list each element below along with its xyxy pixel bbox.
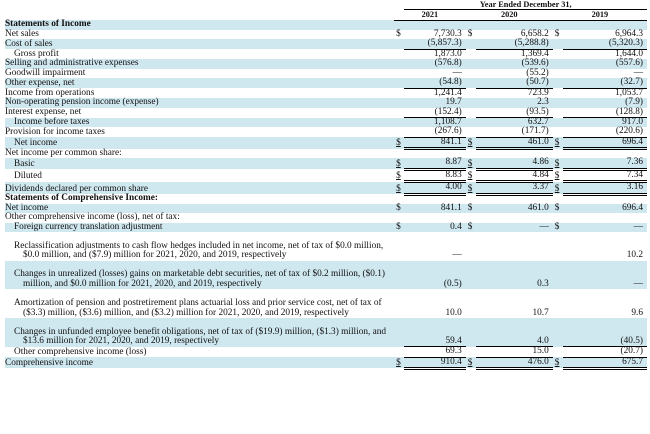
table-row — [5, 289, 647, 318]
value-2021: 59.4 — [404, 318, 465, 347]
value-2021: (0.5) — [404, 261, 465, 290]
currency-symbol — [553, 289, 563, 318]
year-2019-heading: 2019 — [553, 10, 647, 20]
currency-symbol: $ — [467, 171, 473, 182]
currency-symbol — [394, 347, 404, 357]
value-2021: — — [452, 67, 462, 78]
currency-symbol: $ — [466, 158, 476, 169]
row-label-text: Amortization of pension and postretirement plans actuarial loss and prior service cost, net of tax of ($3.3) million, ($3.6) million, and ($3.2) million for 2021, 2020, and 2019, respectively — [14, 298, 382, 318]
value-2020: 632.7 — [476, 118, 553, 128]
table-row — [5, 59, 647, 69]
value-2019: (5,320.3) — [563, 39, 647, 49]
value-2019: 1,053.7 — [615, 87, 643, 98]
currency-symbol: $ — [553, 182, 563, 194]
value-2021: 841.1 — [404, 137, 465, 148]
table-row — [5, 149, 647, 159]
currency-symbol — [553, 347, 563, 357]
value-2019: 696.4 — [563, 137, 647, 148]
currency-symbol — [394, 59, 404, 69]
row-label-text: Goodwill impairment — [5, 67, 86, 78]
table-row — [5, 347, 647, 357]
value-2021: (5,857.3) — [404, 39, 465, 49]
currency-symbol: $ — [553, 204, 563, 214]
table-row — [5, 127, 647, 137]
value-2020: 10.7 — [532, 307, 549, 318]
row-label — [5, 39, 394, 49]
currency-symbol: $ — [553, 357, 563, 368]
currency-symbol: $ — [466, 223, 476, 233]
value-2021: — — [452, 250, 462, 261]
table-row — [5, 30, 647, 40]
row-label-text: Net income — [14, 138, 58, 149]
row-label-text: Dividends declared per common share — [5, 183, 149, 194]
currency-symbol — [553, 232, 563, 261]
currency-symbol — [553, 108, 563, 118]
value-2021: 1,108.7 — [404, 118, 465, 128]
table-row — [5, 194, 647, 204]
currency-symbol — [553, 78, 563, 88]
table-row — [5, 69, 647, 79]
currency-symbol — [553, 39, 563, 49]
row-label-text: Basic — [14, 158, 35, 169]
currency-symbol: $ — [554, 171, 560, 182]
row-label-text: Changes in unfunded employee benefit obligations, net of tax of ($19.9) million, ($1.3) million, and $13.6 million for 2021, 2020, and 2019, respectively — [14, 326, 387, 347]
table-row — [5, 39, 647, 49]
currency-symbol: $ — [466, 204, 476, 214]
currency-symbol — [394, 98, 404, 108]
value-2021: (576.8) — [404, 59, 465, 69]
value-2020: (50.7) — [476, 78, 553, 88]
row-label — [5, 20, 394, 30]
value-2019: 6,964.3 — [615, 29, 643, 39]
value-2020 — [476, 232, 553, 261]
row-label — [5, 158, 394, 169]
currency-symbol — [394, 108, 404, 118]
row-label-text: Cost of sales — [5, 38, 53, 49]
currency-symbol — [553, 59, 563, 69]
table-row — [5, 261, 647, 290]
currency-symbol — [394, 69, 404, 79]
value-2020: 15.0 — [476, 347, 553, 357]
value-2020: 3.37 — [476, 182, 553, 194]
row-label-text: Selling and administrative expenses — [5, 58, 139, 69]
row-label-text: Foreign currency translation adjustment — [14, 221, 163, 232]
currency-symbol — [466, 78, 476, 88]
value-2020: 1,369.4 — [520, 48, 549, 59]
currency-symbol — [394, 289, 404, 318]
currency-symbol — [394, 261, 404, 290]
row-label-text: Reclassification adjustments to cash flow hedges included in net income, net of tax of $0.0 million, $0.0 million, and ($7.9) million for 2021, 2020, and 2019, respectively — [14, 240, 384, 261]
currency-symbol — [394, 232, 404, 261]
currency-symbol — [394, 318, 404, 347]
currency-symbol — [466, 59, 476, 69]
row-label-text: Provision for income taxes — [5, 126, 105, 137]
currency-symbol — [394, 118, 404, 128]
year-2021-heading: 2021 — [394, 10, 466, 20]
value-2021: 8.87 — [404, 158, 465, 169]
value-2019: — — [633, 67, 643, 78]
value-2021: 69.3 — [404, 347, 465, 357]
value-2021: 1,241.4 — [433, 87, 462, 98]
row-label — [5, 194, 394, 204]
value-2021: 7,730.3 — [433, 29, 462, 39]
table-row — [5, 98, 647, 108]
row-label — [5, 149, 394, 159]
currency-symbol — [466, 347, 476, 357]
currency-symbol — [466, 39, 476, 49]
header-period-row — [5, 0, 647, 10]
row-label-text: Other comprehensive income (loss) — [14, 346, 147, 357]
table-row — [5, 318, 647, 347]
value-2020: 4.0 — [476, 318, 553, 347]
currency-symbol: $ — [394, 137, 404, 148]
currency-symbol: $ — [466, 357, 476, 368]
currency-symbol — [394, 78, 404, 88]
currency-symbol — [466, 127, 476, 137]
value-2019: (557.6) — [563, 59, 647, 69]
row-label — [5, 347, 394, 357]
currency-symbol — [394, 127, 404, 137]
value-2019: (40.5) — [563, 318, 647, 347]
currency-symbol — [553, 88, 563, 98]
value-2020: (5,288.8) — [476, 39, 553, 49]
currency-symbol — [394, 88, 404, 98]
row-label — [5, 169, 394, 181]
currency-symbol — [466, 289, 476, 318]
currency-symbol: $ — [394, 158, 404, 169]
currency-symbol — [553, 318, 563, 347]
row-label-text: Non-operating pension income (expense) — [5, 97, 159, 108]
row-label-text: Statements of Comprehensive Income: — [5, 193, 158, 204]
value-2020: 4.84 — [476, 169, 553, 181]
row-label — [5, 261, 394, 290]
row-label-text: Income from operations — [5, 87, 95, 98]
row-label — [5, 318, 394, 347]
value-2019: 3.16 — [563, 182, 647, 194]
row-label-text: Statements of Income — [5, 19, 91, 30]
currency-symbol — [553, 69, 563, 79]
value-2021: 841.1 — [404, 204, 465, 214]
currency-symbol — [466, 318, 476, 347]
row-label-text: Net sales — [5, 28, 39, 39]
row-label — [5, 223, 394, 233]
year-2020-heading: 2020 — [466, 10, 553, 20]
row-label-text: Other comprehensive income (loss), net of tax: — [5, 212, 180, 223]
currency-symbol — [394, 149, 404, 159]
value-2021: 19.7 — [404, 98, 465, 108]
value-2021: 10.0 — [445, 307, 462, 318]
value-2020: 0.3 — [476, 261, 553, 290]
currency-symbol: $ — [394, 182, 404, 194]
currency-symbol — [466, 261, 476, 290]
value-2020: 461.0 — [476, 137, 553, 148]
table-row — [5, 357, 647, 368]
value-2019: — — [563, 261, 647, 290]
value-2019: (220.6) — [563, 127, 647, 137]
table-row — [5, 232, 647, 261]
value-2020: 723.9 — [527, 87, 549, 98]
value-2021: (54.8) — [404, 78, 465, 88]
value-2020: 476.0 — [476, 357, 553, 368]
value-2020: 2.3 — [476, 98, 553, 108]
value-2019: (20.7) — [563, 347, 647, 357]
value-2021: (152.4) — [404, 108, 465, 118]
table-row — [5, 169, 647, 181]
currency-symbol — [553, 49, 563, 59]
row-label — [5, 289, 394, 318]
value-2019: (128.8) — [563, 108, 647, 118]
row-label-text: Interest expense, net — [5, 107, 82, 118]
currency-symbol — [466, 88, 476, 98]
row-label-text: Gross profit — [14, 48, 59, 59]
value-2021: 8.83 — [404, 169, 465, 181]
currency-symbol: $ — [466, 182, 476, 194]
value-2019: 675.7 — [563, 357, 647, 368]
currency-symbol: $ — [554, 29, 560, 39]
currency-symbol — [553, 149, 563, 159]
value-2019: 9.6 — [631, 307, 643, 318]
row-label-text: Net income per common share: — [5, 147, 122, 158]
currency-symbol — [394, 39, 404, 49]
currency-symbol: $ — [553, 223, 563, 233]
row-label — [5, 127, 394, 137]
value-2019: 1,644.0 — [615, 48, 643, 59]
currency-symbol — [466, 98, 476, 108]
row-label-text: Net income — [5, 202, 49, 213]
period-heading: Year Ended December 31, — [404, 0, 647, 10]
currency-symbol — [466, 232, 476, 261]
value-2021: 0.4 — [404, 223, 465, 233]
value-2019: — — [563, 223, 647, 233]
value-2020: 6,658.2 — [520, 29, 549, 39]
row-label-text: Income before taxes — [14, 116, 90, 127]
currency-symbol — [466, 108, 476, 118]
currency-symbol — [466, 118, 476, 128]
value-2020: (539.6) — [476, 59, 553, 69]
currency-symbol: $ — [553, 137, 563, 148]
currency-symbol — [466, 69, 476, 79]
table-row — [5, 223, 647, 233]
value-2019: (7.9) — [563, 98, 647, 108]
currency-symbol — [553, 98, 563, 108]
table-row — [5, 78, 647, 88]
value-2020: 461.0 — [476, 204, 553, 214]
row-label — [5, 357, 394, 368]
row-label-text: Diluted — [14, 171, 42, 182]
row-label-text: Comprehensive income — [5, 357, 94, 368]
value-2019: 7.34 — [563, 169, 647, 181]
row-label-text: Other expense, net — [5, 77, 75, 88]
table-row — [5, 158, 647, 169]
value-2020: (55.2) — [526, 67, 549, 78]
currency-symbol — [553, 261, 563, 290]
currency-symbol — [466, 49, 476, 59]
row-label — [5, 30, 394, 40]
value-2020: — — [476, 223, 553, 233]
value-2021: 4.00 — [404, 182, 465, 194]
value-2020: (93.5) — [476, 108, 553, 118]
row-label-text: Changes in unrealized (losses) gains on marketable debt securities, net of tax of $0.2 million, ($0.1) million, and $0.0 million for 2021, 2020, and 2019, respectively — [14, 269, 386, 289]
currency-symbol: $ — [394, 223, 404, 233]
currency-symbol: $ — [396, 29, 401, 39]
value-2019: 917.0 — [563, 118, 647, 128]
currency-symbol: $ — [394, 204, 404, 214]
header-year-row — [5, 10, 647, 20]
currency-symbol: $ — [467, 29, 473, 39]
table-row — [5, 20, 647, 30]
currency-symbol: $ — [466, 137, 476, 148]
value-2019: 7.36 — [563, 158, 647, 169]
currency-symbol: $ — [396, 171, 401, 182]
value-2020: 4.86 — [476, 158, 553, 169]
value-2021: (267.6) — [404, 127, 465, 137]
value-2021: 910.4 — [404, 357, 465, 368]
value-2019: (32.7) — [563, 78, 647, 88]
currency-symbol — [466, 149, 476, 159]
table-row — [5, 108, 647, 118]
financial-table — [5, 0, 647, 370]
value-2019: 10.2 — [626, 250, 643, 261]
currency-symbol — [553, 118, 563, 128]
value-2019: 696.4 — [563, 204, 647, 214]
currency-symbol — [553, 127, 563, 137]
value-2020: (171.7) — [476, 127, 553, 137]
value-2021: 1,873.0 — [433, 48, 462, 59]
currency-symbol: $ — [553, 158, 563, 169]
currency-symbol: $ — [394, 357, 404, 368]
row-label — [5, 232, 394, 261]
currency-symbol — [394, 49, 404, 59]
